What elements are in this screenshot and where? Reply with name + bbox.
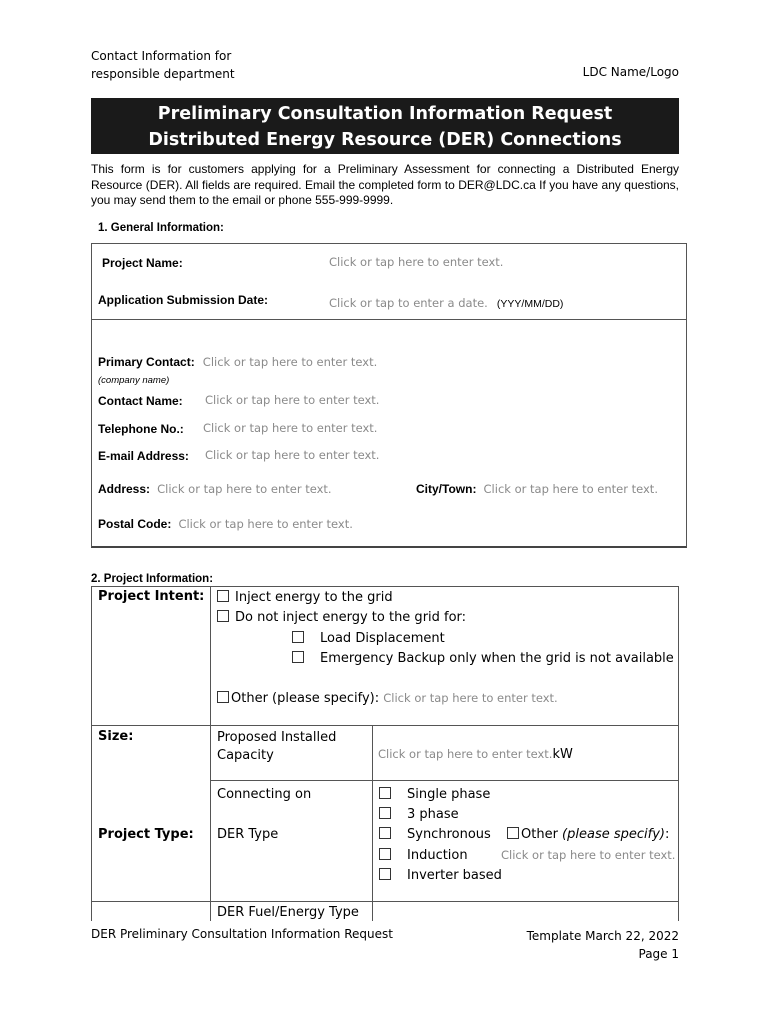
primary-contact-row [98, 351, 377, 370]
form-title [91, 98, 679, 154]
der-other-italic: (please specify) [562, 827, 665, 842]
three-phase-label: 3 phase [407, 807, 459, 822]
contact-name-label: Contact Name: [98, 394, 183, 408]
capacity-unit: kW [552, 747, 573, 762]
title-line2: Distributed Energy Resource (DER) Connections [148, 130, 622, 150]
postal-row [98, 513, 353, 532]
address-field[interactable]: Click or tap here to enter text. [157, 482, 332, 496]
no-inject-checkbox[interactable] [217, 610, 229, 622]
date-format-hint: (YYY/MM/DD) [496, 298, 564, 310]
der-other-checkbox[interactable] [507, 827, 519, 839]
phase-single-row [379, 787, 490, 802]
email-field[interactable]: Click or tap here to enter text. [205, 448, 380, 462]
project-name-label: Project Name: [102, 256, 183, 270]
address-row [98, 478, 332, 497]
city-label: City/Town: [416, 482, 477, 496]
footer-template-date: Template March 22, 2022 [526, 929, 679, 943]
capacity-row [378, 747, 573, 762]
row-divider-3 [91, 901, 679, 902]
capacity-label [217, 729, 336, 765]
single-phase-label: Single phase [407, 787, 491, 802]
three-phase-checkbox[interactable] [379, 807, 391, 819]
der-other-label: Other [521, 827, 563, 842]
footer-page-number: Page 1 [638, 947, 679, 961]
connecting-on-label: Connecting on [217, 787, 312, 802]
load-displacement-label: Load Displacement [320, 631, 445, 646]
project-name-field[interactable]: Click or tap here to enter text. [329, 255, 504, 269]
submission-date-label: Application Submission Date: [98, 293, 269, 307]
ldc-logo-placeholder: LDC Name/Logo [582, 65, 679, 79]
primary-contact-field[interactable]: Click or tap here to enter text. [202, 355, 378, 369]
emergency-backup-checkbox[interactable] [292, 651, 304, 663]
project-type-label: Project Type: [98, 827, 194, 842]
intent-other-label: Other (please specify): [231, 691, 380, 706]
company-name-note: (company name) [98, 375, 170, 386]
submission-date-row [329, 292, 563, 311]
induction-checkbox[interactable] [379, 848, 391, 860]
emergency-backup-label: Emergency Backup only when the grid is not available [320, 651, 674, 666]
section1-heading: 1. General Information: [98, 222, 224, 234]
contact-info-line1: Contact Information for [91, 49, 232, 63]
intent-option-inject [217, 590, 393, 605]
telephone-field[interactable]: Click or tap here to enter text. [203, 421, 378, 435]
row-divider-1 [91, 725, 679, 726]
no-inject-label: Do not inject energy to the grid for: [235, 610, 467, 625]
der-inverter-row [379, 868, 502, 883]
contact-info-line2: responsible department [91, 67, 235, 81]
postal-label: Postal Code: [98, 517, 172, 531]
der-sync-row [379, 827, 491, 842]
der-induction-row [379, 848, 468, 863]
single-phase-checkbox[interactable] [379, 787, 391, 799]
footer-right [527, 927, 679, 963]
der-other-row [507, 827, 669, 842]
der-other-field[interactable]: Click or tap here to enter text. [501, 848, 676, 862]
synchronous-checkbox[interactable] [379, 827, 391, 839]
capacity-field[interactable]: Click or tap here to enter text. [378, 747, 553, 761]
col-divider-1 [210, 586, 211, 921]
city-field[interactable]: Click or tap here to enter text. [483, 482, 658, 496]
capacity-label-line1: Proposed Installed [217, 730, 337, 745]
induction-label: Induction [407, 848, 468, 863]
contact-name-field[interactable]: Click or tap here to enter text. [205, 393, 380, 407]
project-intent-label: Project Intent: [98, 589, 205, 604]
contact-info-header [91, 47, 235, 83]
intent-option-no-inject [217, 610, 466, 625]
submission-date-picker[interactable]: Click or tap to enter a date. [329, 296, 488, 310]
email-label: E-mail Address: [98, 449, 189, 463]
col-divider-2 [372, 725, 373, 921]
size-label: Size: [98, 729, 134, 744]
inject-label: Inject energy to the grid [235, 590, 393, 605]
section2-heading: 2. Project Information: [91, 573, 214, 585]
intent-other-checkbox[interactable] [217, 691, 229, 703]
intent-sub-backup [292, 651, 674, 666]
telephone-label: Telephone No.: [98, 422, 184, 436]
phase-three-row [379, 807, 459, 822]
intent-other-row [217, 691, 558, 706]
capacity-label-line2: Capacity [217, 748, 274, 763]
title-line1: Preliminary Consultation Information Request [157, 104, 613, 124]
primary-contact-label: Primary Contact: [98, 355, 195, 369]
intent-sub-load [292, 631, 445, 646]
inverter-label: Inverter based [407, 868, 502, 883]
inject-checkbox[interactable] [217, 590, 229, 602]
intro-paragraph: This form is for customers applying for a Preliminary Assessment for connecting a Distributed Energy Resource (DER). All fields are required. Email the completed form to DER@LDC.ca If you have any questions, you may send them to the email or phone 555-999-9999. [91, 162, 679, 207]
der-other-colon: : [664, 827, 670, 842]
row-divider-2 [210, 780, 679, 781]
load-displacement-checkbox[interactable] [292, 631, 304, 643]
postal-field[interactable]: Click or tap here to enter text. [178, 517, 353, 531]
der-type-label: DER Type [217, 827, 279, 842]
intent-other-field[interactable]: Click or tap here to enter text. [383, 691, 558, 705]
footer-doc-title: DER Preliminary Consultation Information Request [91, 927, 393, 941]
synchronous-label: Synchronous [407, 827, 491, 842]
fuel-type-label: DER Fuel/Energy Type [217, 905, 359, 920]
inverter-checkbox[interactable] [379, 868, 391, 880]
city-row [416, 478, 658, 497]
address-label: Address: [98, 482, 151, 496]
